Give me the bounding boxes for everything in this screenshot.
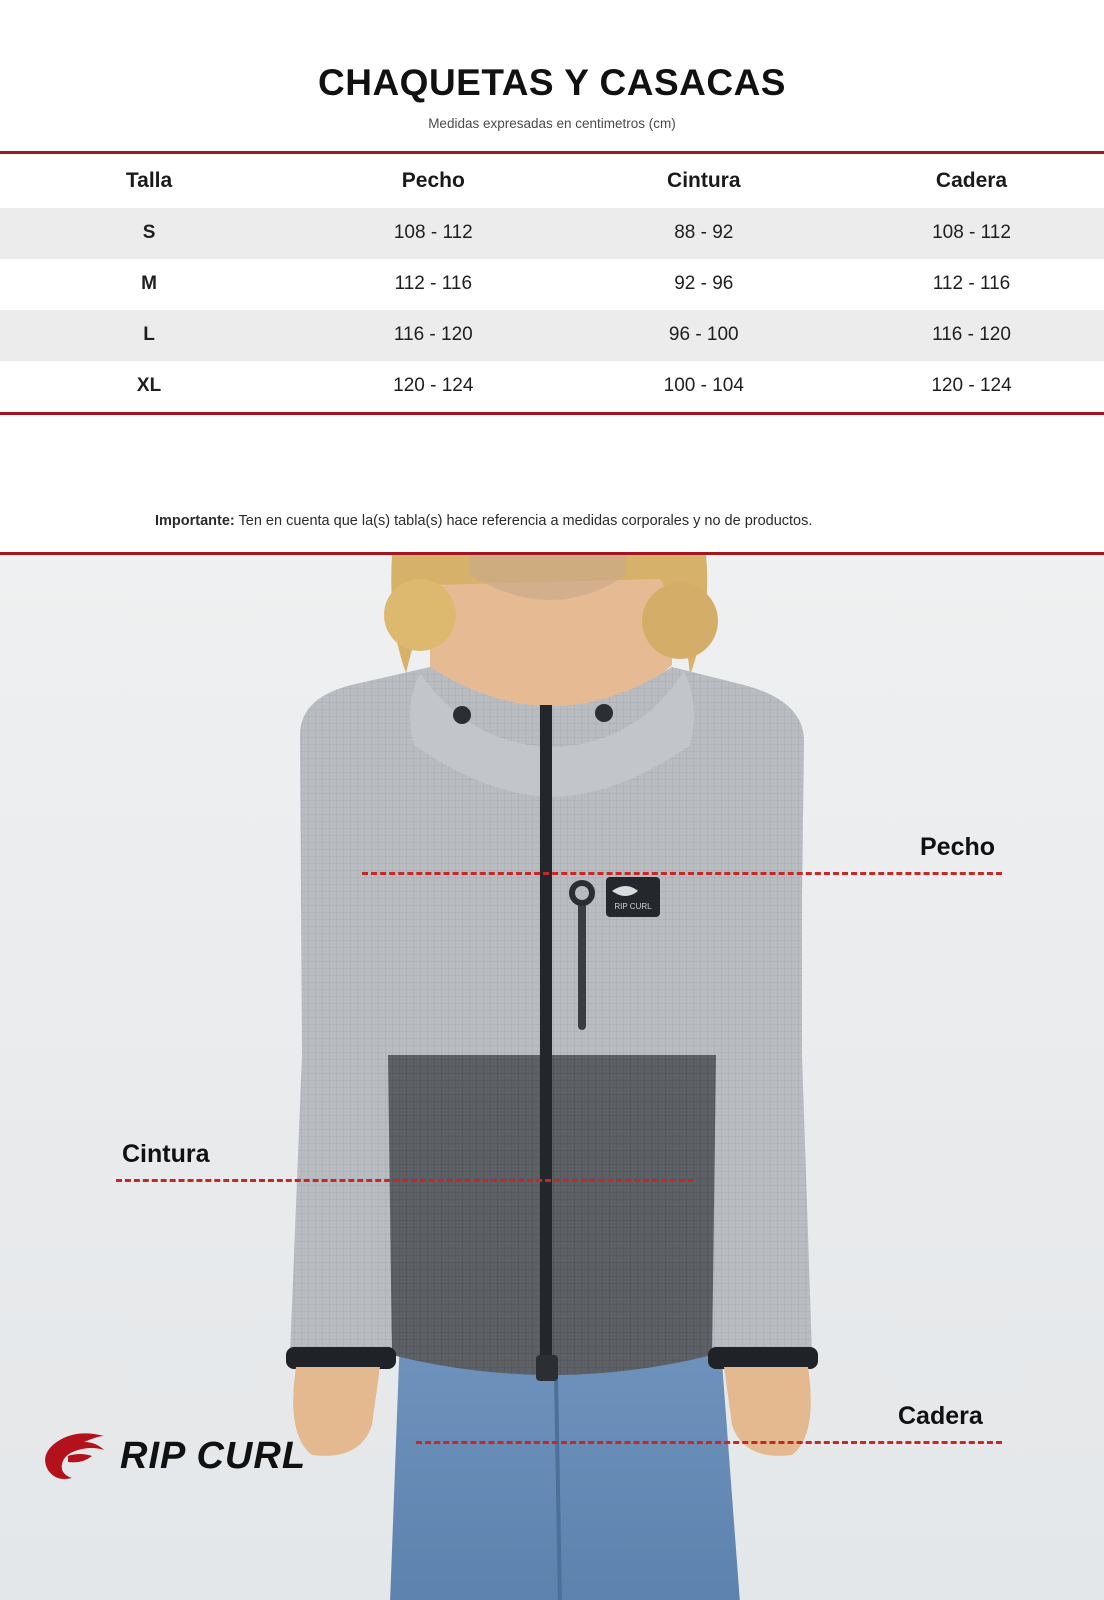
cell-cadera: 120 - 124 [931,375,1012,397]
cell-cintura: 88 - 92 [674,222,734,244]
table-row [0,310,1104,361]
table-header [0,154,1104,208]
brand-name: RIP CURL [120,1434,307,1477]
size-table-container [0,151,1104,415]
measurement-label-cintura: Cintura [122,1140,210,1168]
brand-logo [38,1430,306,1482]
cell-pecho: 108 - 112 [393,222,473,244]
cell-pecho: 112 - 116 [394,273,473,295]
table-header-row [0,154,1104,208]
column-header-cadera: Cadera [935,168,1008,192]
measurement-line-pecho [362,872,1002,875]
page-title: CHAQUETAS Y CASACAS [318,62,786,103]
rip-curl-wave-icon [38,1430,110,1482]
table-row [0,361,1104,412]
cell-talla: L [143,324,155,346]
column-header-talla: Talla [125,168,173,192]
page-subtitle: Medidas expresadas en centimetros (cm) [428,115,676,131]
column-header-cintura: Cintura [667,168,741,192]
cell-cadera: 108 - 112 [932,222,1011,244]
important-note [0,511,1104,531]
measurement-line-cadera [416,1441,1002,1444]
cell-talla: XL [136,375,162,397]
header [0,0,1104,131]
table-body [0,208,1104,412]
cell-cintura: 92 - 96 [674,273,734,295]
cell-pecho: 116 - 120 [393,324,473,346]
important-note-text: Ten en cuenta que la(s) tabla(s) hace referencia a medidas corporales y no de productos. [234,512,813,529]
product-photo [0,552,1104,1600]
measurement-label-cadera: Cadera [898,1402,983,1430]
important-note-label: Importante: [155,512,235,529]
cell-cintura: 100 - 104 [663,375,744,397]
column-header-pecho: Pecho [401,168,465,192]
table-row [0,259,1104,310]
cell-pecho: 120 - 124 [393,375,474,397]
measurement-line-cintura [116,1179,694,1182]
table-row [0,208,1104,259]
cell-talla: S [142,222,156,244]
measurement-label-pecho: Pecho [920,833,996,861]
cell-cadera: 112 - 116 [932,273,1011,295]
cell-cadera: 116 - 120 [932,324,1011,346]
cell-cintura: 96 - 100 [668,324,739,346]
size-table [0,154,1104,412]
cell-talla: M [141,273,157,295]
svg-text:RIP CURL: RIP CURL [614,902,652,911]
